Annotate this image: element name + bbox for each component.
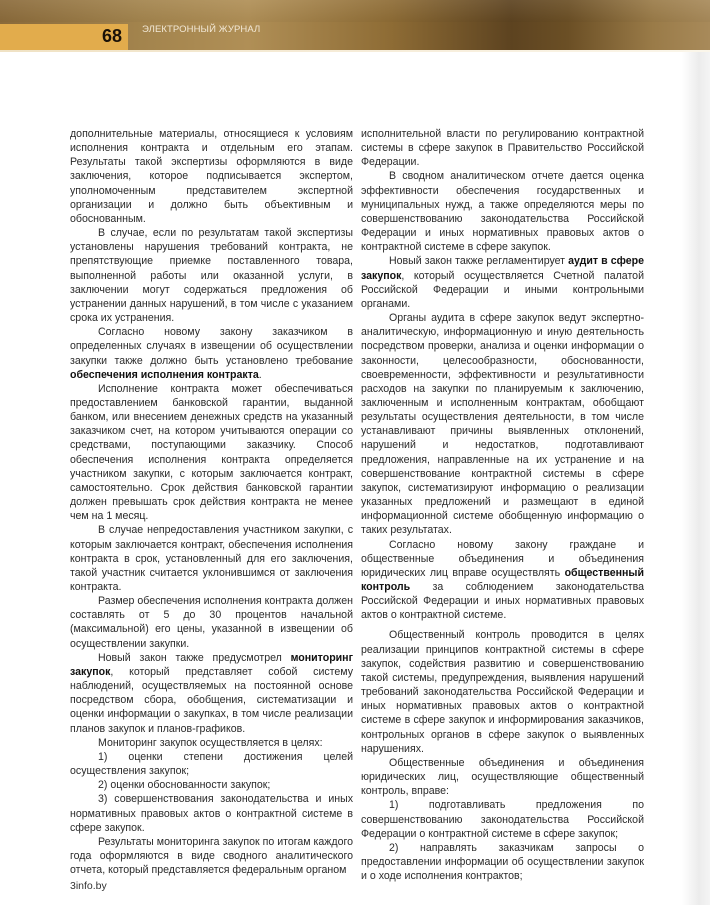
header-divider bbox=[0, 50, 710, 52]
paragraph: Результаты мониторинга закупок по итогам каждого года оформляются в виде сводного аналитического отчета, который представляется федеральным органом bbox=[70, 835, 353, 877]
paragraph: В случае, если по результатам такой экспертизы установлены нарушения требований контракта, не препятствующие приемке поставленного товара, выполненной работы или оказанной услуги, в заключении могут содержаться предложения об устранении данных нарушений, в том числе с указанием срока их устранения. bbox=[70, 227, 353, 325]
list-item: 3) совершенствования законодательства и иных нормативных правовых актов о контрактной системе в сфере закупок. bbox=[70, 793, 353, 834]
journal-title: ЭЛЕКТРОННЫЙ ЖУРНАЛ bbox=[142, 24, 261, 35]
paragraph: Размер обеспечения исполнения контракта должен составлять от 5 до 30 процентов начальной (максимальной) его цены, указанной в извещении об осуществлении закупки. bbox=[70, 595, 353, 650]
page-number: 68 bbox=[101, 26, 122, 46]
paragraph: дополнительные материалы, относящиеся к условиям исполнения контракта и отдельным его этапам. Результаты такой экспертизы оформляются в виде заключения, которое подписывается экспертом, уполномоченным представителем экспертной организации и должно быть объективным и обоснованным. bbox=[70, 128, 353, 225]
paragraph: Исполнение контракта может обеспечиваться предоставлением банковской гарантии, выданной банком, или внесением денежных средств на указанный заказчиком счет, на котором учитываются операции со средствами, поступающими заказчику. Способ обеспечения исполнения контракта определяется участником закупки, с которым заключается контракт, самостоятельно. Срок действия банковской гарантии должен превышать срок действия контракта не менее чем на 1 месяц. bbox=[70, 382, 353, 523]
paragraph: В сводном аналитическом отчете дается оценка эффективности обеспечения государственных и муниципальных нужд, а также определяются меры по совершенствованию законодательства Российской Федерации и иных нормативных правовых актов о контрактной системе в сфере закупок. bbox=[361, 170, 644, 254]
paragraph: Общественный контроль проводится в целях реализации принципов контрактной системы в сфере закупок, содействия развитию и совершенствованию такой системы, предупреждения, выявления нарушений требований законодательства Российской Федерации и иных нормативных правовых актов о контрактной системе в сфере закупок и информирования заказчиков, контрольных органов в сфере закупок о выявленных нарушениях. bbox=[361, 629, 644, 755]
bold-term: общественный контроль bbox=[361, 566, 644, 593]
list-item: 2) направлять заказчикам запросы о предоставлении информации об осуществлении закупок и о ходе исполнения контрактов; bbox=[361, 841, 644, 883]
paragraph bbox=[361, 254, 644, 311]
page-edge-shadow bbox=[682, 0, 710, 905]
bold-term: мониторинг закупок bbox=[70, 651, 353, 678]
list-item: 1) подготавливать предложения по совершенствованию законодательства Российской Федерации о контрактной системе в сфере закупок; bbox=[361, 799, 644, 840]
text-run: Согласно новому закону граждане и общественные объединения и объединения юридических лиц вправе осуществлять bbox=[361, 538, 644, 579]
paragraph bbox=[70, 325, 353, 382]
paragraph bbox=[70, 651, 353, 736]
paragraph: Органы аудита в сфере закупок ведут экспертно-аналитическую, информационную и иную деятельность посредством проверки, анализа и оценки информации о законности, целесообразности, обоснованности, своевременности, эффективности и результативности расходов на закупки по планируемым к заключению, заключенным и исполненным контрактам, обобщают результаты осуществления деятельности, в том числе устанавливают причины выявленных отклонений, нарушений и недостатков, подготавливают предложения, направленные на их устранение и на совершенствование контрактной системы в сфере закупок, систематизируют информацию о реализации указанных предложений и размещают в единой информационной системе обобщенную информацию о таких результатах. bbox=[361, 312, 644, 537]
paragraph: Мониторинг закупок осуществляется в целях: bbox=[98, 736, 323, 749]
page-header bbox=[0, 0, 710, 50]
paragraph bbox=[361, 538, 644, 623]
text-run: . bbox=[258, 368, 262, 381]
paragraph: исполнительной власти по регулированию контрактной системы в сфере закупок в Правительство Российской Федерации. bbox=[361, 128, 644, 169]
left-column bbox=[70, 127, 353, 877]
text-run: , который осуществляется Счетной палатой Российской Федерации и иными контрольными органами. bbox=[361, 269, 644, 310]
text-run: за соблюдением законодательства Российской Федерации и иных нормативных правовых актов о контрактной системе. bbox=[361, 581, 644, 622]
bold-term: аудит в сфере закупок bbox=[361, 255, 644, 282]
paragraph: Общественные объединения и объединения юридических лиц, осуществляющие общественный контроль, вправе: bbox=[361, 756, 644, 798]
paragraph: В случае непредоставления участником закупки, с которым заключается контракт, обеспечения исполнения контракта в срок, установленный для его заключения, такой участник считается уклонившимся от заключения контракта. bbox=[70, 524, 353, 593]
text-run: Новый закон также предусмотрел bbox=[98, 651, 291, 664]
page-number-tab bbox=[0, 24, 128, 50]
text-run: , который представляет собой систему наблюдений, осуществляемых на постоянной основе посредством сбора, обобщения, систематизации и оценки информации о закупках, в том числе реализации планов закупок и планов-графиков. bbox=[70, 665, 353, 735]
right-column bbox=[361, 127, 644, 883]
text-run: Согласно новому закону заказчиком в определенных случаях в извещении об осуществлении закупки также должно быть установлено требование bbox=[70, 326, 353, 367]
bold-term: обеспечения исполнения контракта bbox=[70, 368, 259, 381]
text-run: Новый закон также регламентирует bbox=[389, 255, 569, 268]
footer-site-link[interactable]: 3info.by bbox=[70, 880, 107, 892]
list-item: 1) оценки степени достижения целей осуществления закупок; bbox=[70, 750, 353, 778]
list-item: 2) оценки обоснованности закупок; bbox=[98, 779, 271, 792]
